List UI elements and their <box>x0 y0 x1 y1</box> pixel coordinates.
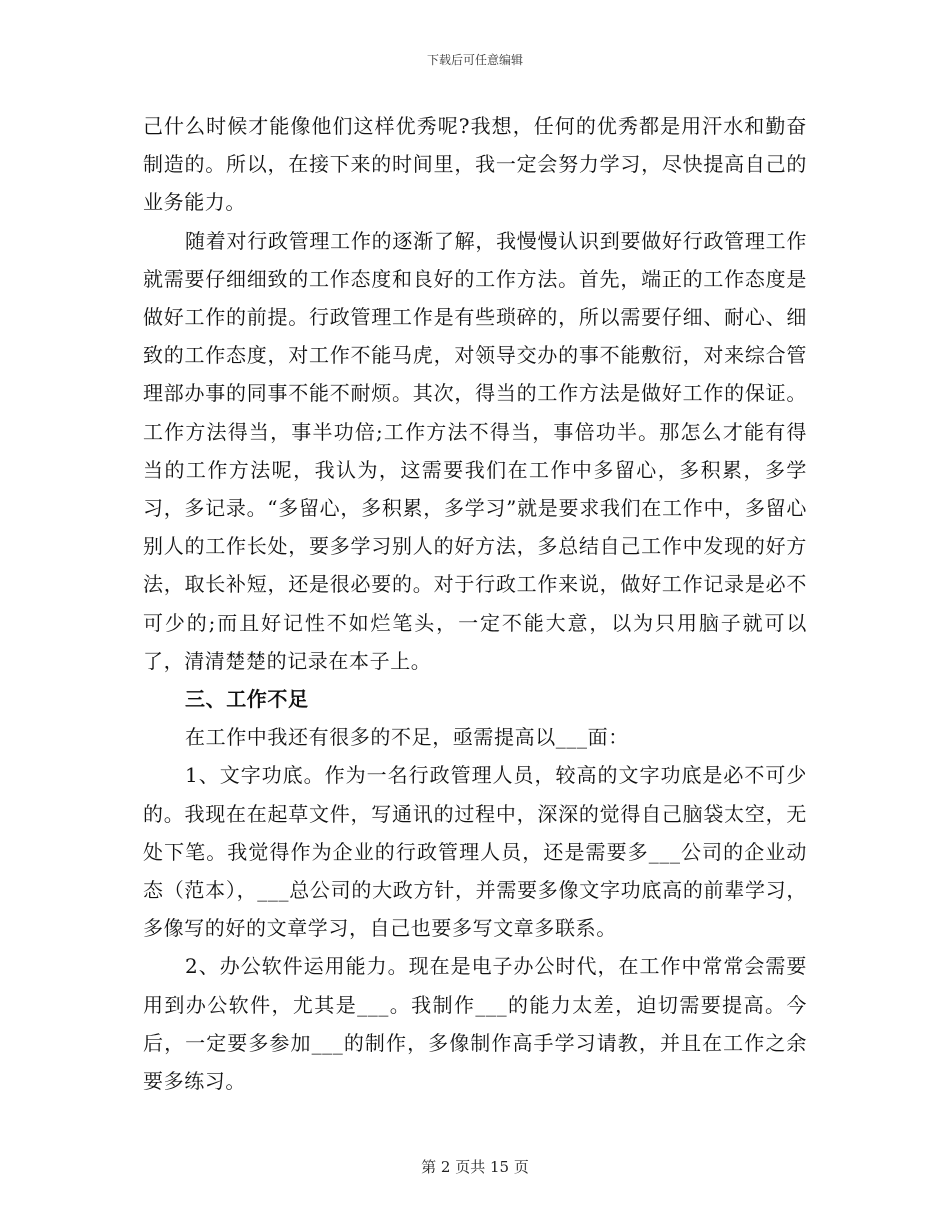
paragraph-shortcomings-intro: 在工作中我还有很多的不足，亟需提高以___面： <box>185 725 629 750</box>
section-heading-shortcomings: 三、工作不足 <box>185 687 309 712</box>
paragraph-continuation: 己什么时候才能像他们这样优秀呢?我想，任何的优秀都是用汗水和勤奋制造的。所以，在接下来的时间里，我一定会努力学习，尽快提高自己的业务能力。 <box>143 114 807 215</box>
page-header: 下载后可任意编辑 <box>426 53 523 67</box>
paragraph-work-method: 随着对行政管理工作的逐渐了解，我慢慢认识到要做好行政管理工作就需要仔细细致的工作态度和良好的工作方法。首先，端正的工作态度是做好工作的前提。行政管理工作是有些琐碎的，所以需要仔细、耐心、细致的工作态度，对工作不能马虎，对领导交办的事不能敷衍，对来综合管理部办事的同事不能不耐烦。其次，得当的工作方法是做好工作的保证。工作方法得当，事半功倍;工作方法不得当，事倍功半。那怎么才能有得当的工作方法呢，我认为，这需要我们在工作中多留心，多积累，多学习，多记录。“多留心，多积累，多学习”就是要求我们在工作中，多留心别人的工作长处，要多学习别人的好方法，多总结自己工作中发现的好方法，取长补短，还是很必要的。对于行政工作来说，做好工作记录是必不可少的;而且好记性不如烂笔头，一定不能大意，以为只用脑子就可以了，清清楚楚的记录在本子上。 <box>143 228 807 673</box>
document-body <box>143 107 807 1100</box>
paragraph-office-software: 2、办公软件运用能力。现在是电子办公时代，在工作中常常会需要用到办公软件，尤其是___。我制作___的能力太差，迫切需要提高。今后，一定要多参加___的制作，多像制作高手学习请教，并且在工作之余要多练习。 <box>143 954 807 1094</box>
page-footer: 第 2 页共 15 页 <box>421 1158 529 1176</box>
paragraph-writing-skills: 1、文字功底。作为一名行政管理人员，较高的文字功底是必不可少的。我现在在起草文件，写通讯的过程中，深深的觉得自己脑袋太空，无处下笔。我觉得作为企业的行政管理人员，还是需要多___公司的企业动态（范本），___总公司的大政方针，并需要多像文字功底高的前辈学习，多像写的好的文章学习，自己也要多写文章多联系。 <box>143 763 807 941</box>
